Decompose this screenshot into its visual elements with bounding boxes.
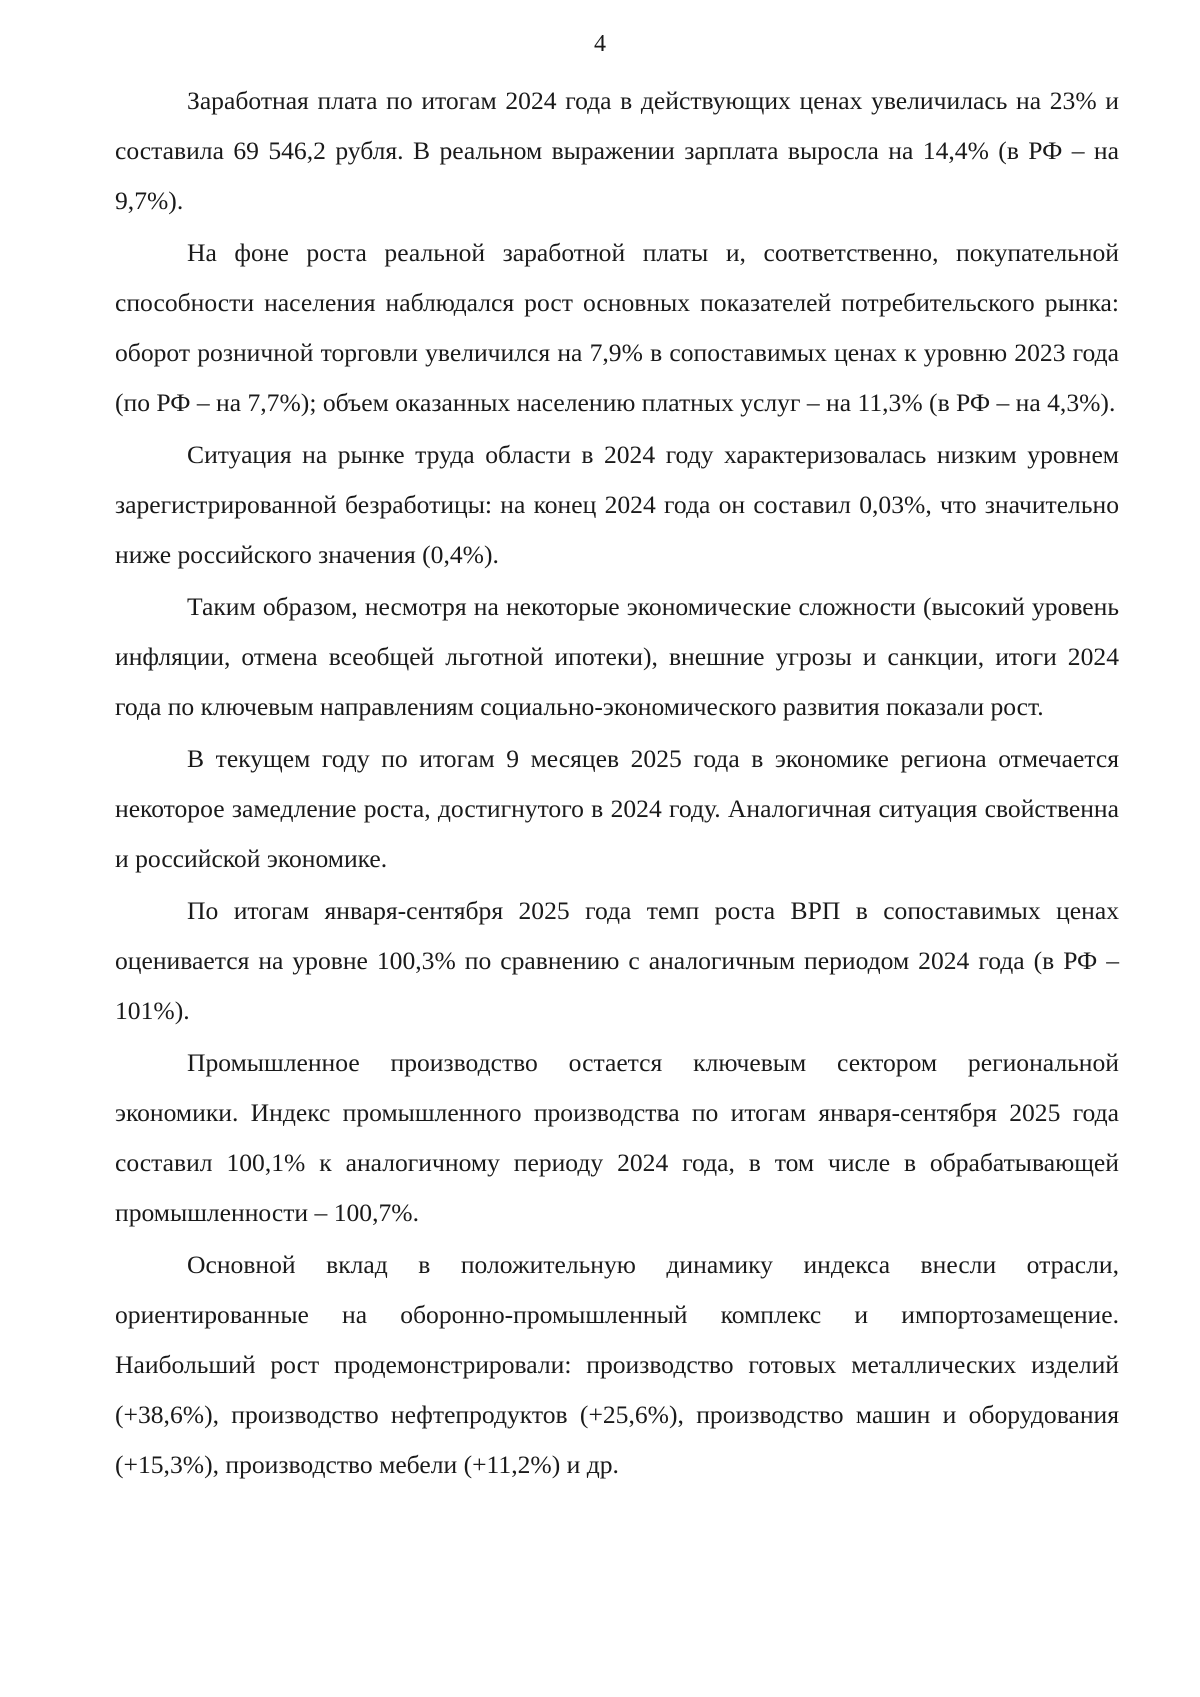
page-number: 4 — [594, 31, 606, 57]
paragraph-industry: Промышленное производство остается ключевым сектором региональной экономики. Индекс промышленного производства по итогам января-сентября 2025 года составил 100,1% к аналогичному периоду 2024 года, в том числе в обрабатывающей промышленности – 100,7%. — [115, 1048, 1119, 1227]
paragraph-grp: По итогам января-сентября 2025 года темп роста ВРП в сопоставимых ценах оценивается на уровне 100,3% по сравнению с аналогичным периодом 2024 года (в РФ – 101%). — [115, 896, 1119, 1025]
paragraph-industry-contributors: Основной вклад в положительную динамику индекса внесли отрасли, ориентированные на оборонно-промышленный комплекс и импортозамещение. Наибольший рост продемонстрировали: производство готовых металлических изделий (+38,6%), производство нефтепродуктов (+25,6%), производство машин и оборудования (+15,3%), производство мебели (+11,2%) и др. — [115, 1250, 1119, 1479]
paragraph-summary-2024: Таким образом, несмотря на некоторые экономические сложности (высокий уровень инфляции, отмена всеобщей льготной ипотеки), внешние угрозы и санкции, итоги 2024 года по ключевым направлениям социально-экономического развития показали рост. — [115, 592, 1119, 721]
paragraph-consumer-market: На фоне роста реальной заработной платы и, соответственно, покупательной способности населения наблюдался рост основных показателей потребительского рынка: оборот розничной торговли увеличился на 7,9% в сопоставимых ценах к уровню 2023 года (по РФ – на 7,7%); объем оказанных населению платных услуг – на 11,3% (в РФ – на 4,3%). — [115, 238, 1119, 417]
document-body — [115, 76, 1119, 1490]
paragraph-salary: Заработная плата по итогам 2024 года в действующих ценах увеличилась на 23% и составила 69 546,2 рубля. В реальном выражении зарплата выросла на 14,4% (в РФ – на 9,7%). — [115, 86, 1119, 215]
paragraph-current-year: В текущем году по итогам 9 месяцев 2025 года в экономике региона отмечается некоторое замедление роста, достигнутого в 2024 году. Аналогичная ситуация свойственна и российской экономике. — [115, 744, 1119, 873]
paragraph-labor-market: Ситуация на рынке труда области в 2024 году характеризовалась низким уровнем зарегистрированной безработицы: на конец 2024 года он составил 0,03%, что значительно ниже российского значения (0,4%). — [115, 440, 1119, 569]
